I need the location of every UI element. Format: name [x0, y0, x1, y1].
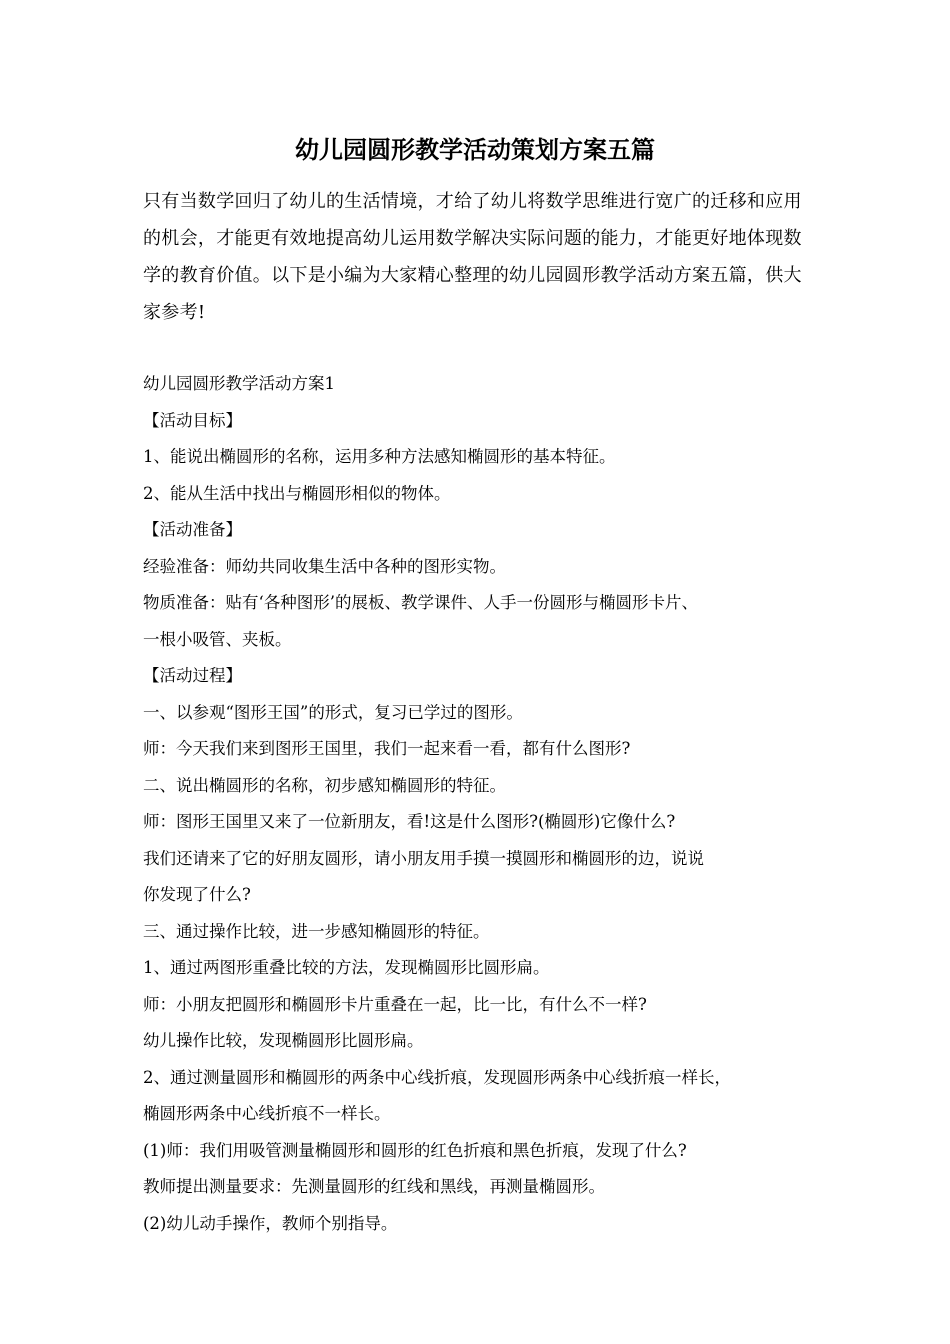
body-line: (2)幼儿动手操作，教师个别指导。 — [143, 1213, 398, 1233]
body-line: 经验准备：师幼共同收集生活中各种的图形实物。 — [143, 556, 506, 576]
body-line: 幼儿园圆形教学活动方案1 — [143, 374, 335, 393]
body-line: 你发现了什么? — [143, 885, 251, 904]
document-title: 幼儿园圆形教学活动策划方案五篇 — [295, 135, 655, 164]
body-line: 教师提出测量要求：先测量圆形的红线和黑线，再测量椭圆形。 — [143, 1177, 605, 1196]
body-line: 师：小朋友把圆形和椭圆形卡片重叠在一起，比一比，有什么不一样? — [143, 994, 647, 1014]
body-line: 一根小吸管、夹板。 — [143, 629, 292, 649]
body-line: 我们还请来了它的好朋友圆形，请小朋友用手摸一摸圆形和椭圆形的边，说说 — [143, 848, 704, 868]
body-line: 一、以参观“图形王国”的形式，复习已学过的图形。 — [143, 702, 523, 722]
body-line: 1、能说出椭圆形的名称，运用多种方法感知椭圆形的基本特征。 — [143, 447, 616, 466]
body-line: 椭圆形两条中心线折痕不一样长。 — [143, 1104, 391, 1123]
body-line: 【活动目标】 — [143, 410, 242, 430]
body-line: 幼儿操作比较，发现椭圆形比圆形扁。 — [143, 1031, 424, 1050]
body-line: 师：今天我们来到图形王国里，我们一起来看一看，都有什么图形? — [143, 739, 631, 758]
intro-paragraph: 只有当数学回归了幼儿的生活情境，才给了幼儿将数学思维进行宽广的迁移和应用的机会，才能更有效地提高幼儿运用数学解决实际问题的能力，才能更好地体现数学的教育价值。以下是小编为大家精心整理的幼儿园圆形教学活动方案五篇，供大家参考! — [143, 191, 802, 323]
body-line: 物质准备：贴有‘各种图形’的展板、教学课件、人手一份圆形与椭圆形卡片、 — [143, 593, 698, 612]
body-line: 【活动过程】 — [143, 666, 242, 685]
body-line: 1、通过两图形重叠比较的方法，发现椭圆形比圆形扁。 — [143, 958, 550, 977]
body-line: 2、能从生活中找出与椭圆形相似的物体。 — [143, 483, 451, 503]
body-line: 二、说出椭圆形的名称，初步感知椭圆形的特征。 — [143, 775, 506, 795]
body-line: 师：图形王国里又来了一位新朋友，看!这是什么图形?(椭圆形)它像什么? — [143, 812, 676, 831]
body-line: 三、通过操作比较，进一步感知椭圆形的特征。 — [143, 921, 490, 941]
body-line: (1)师：我们用吸管测量椭圆形和圆形的红色折痕和黑色折痕，发现了什么? — [143, 1140, 687, 1160]
document-body — [143, 366, 825, 1242]
body-line: 【活动准备】 — [143, 520, 242, 539]
body-line: 2、通过测量圆形和椭圆形的两条中心线折痕，发现圆形两条中心线折痕一样长， — [143, 1067, 731, 1087]
